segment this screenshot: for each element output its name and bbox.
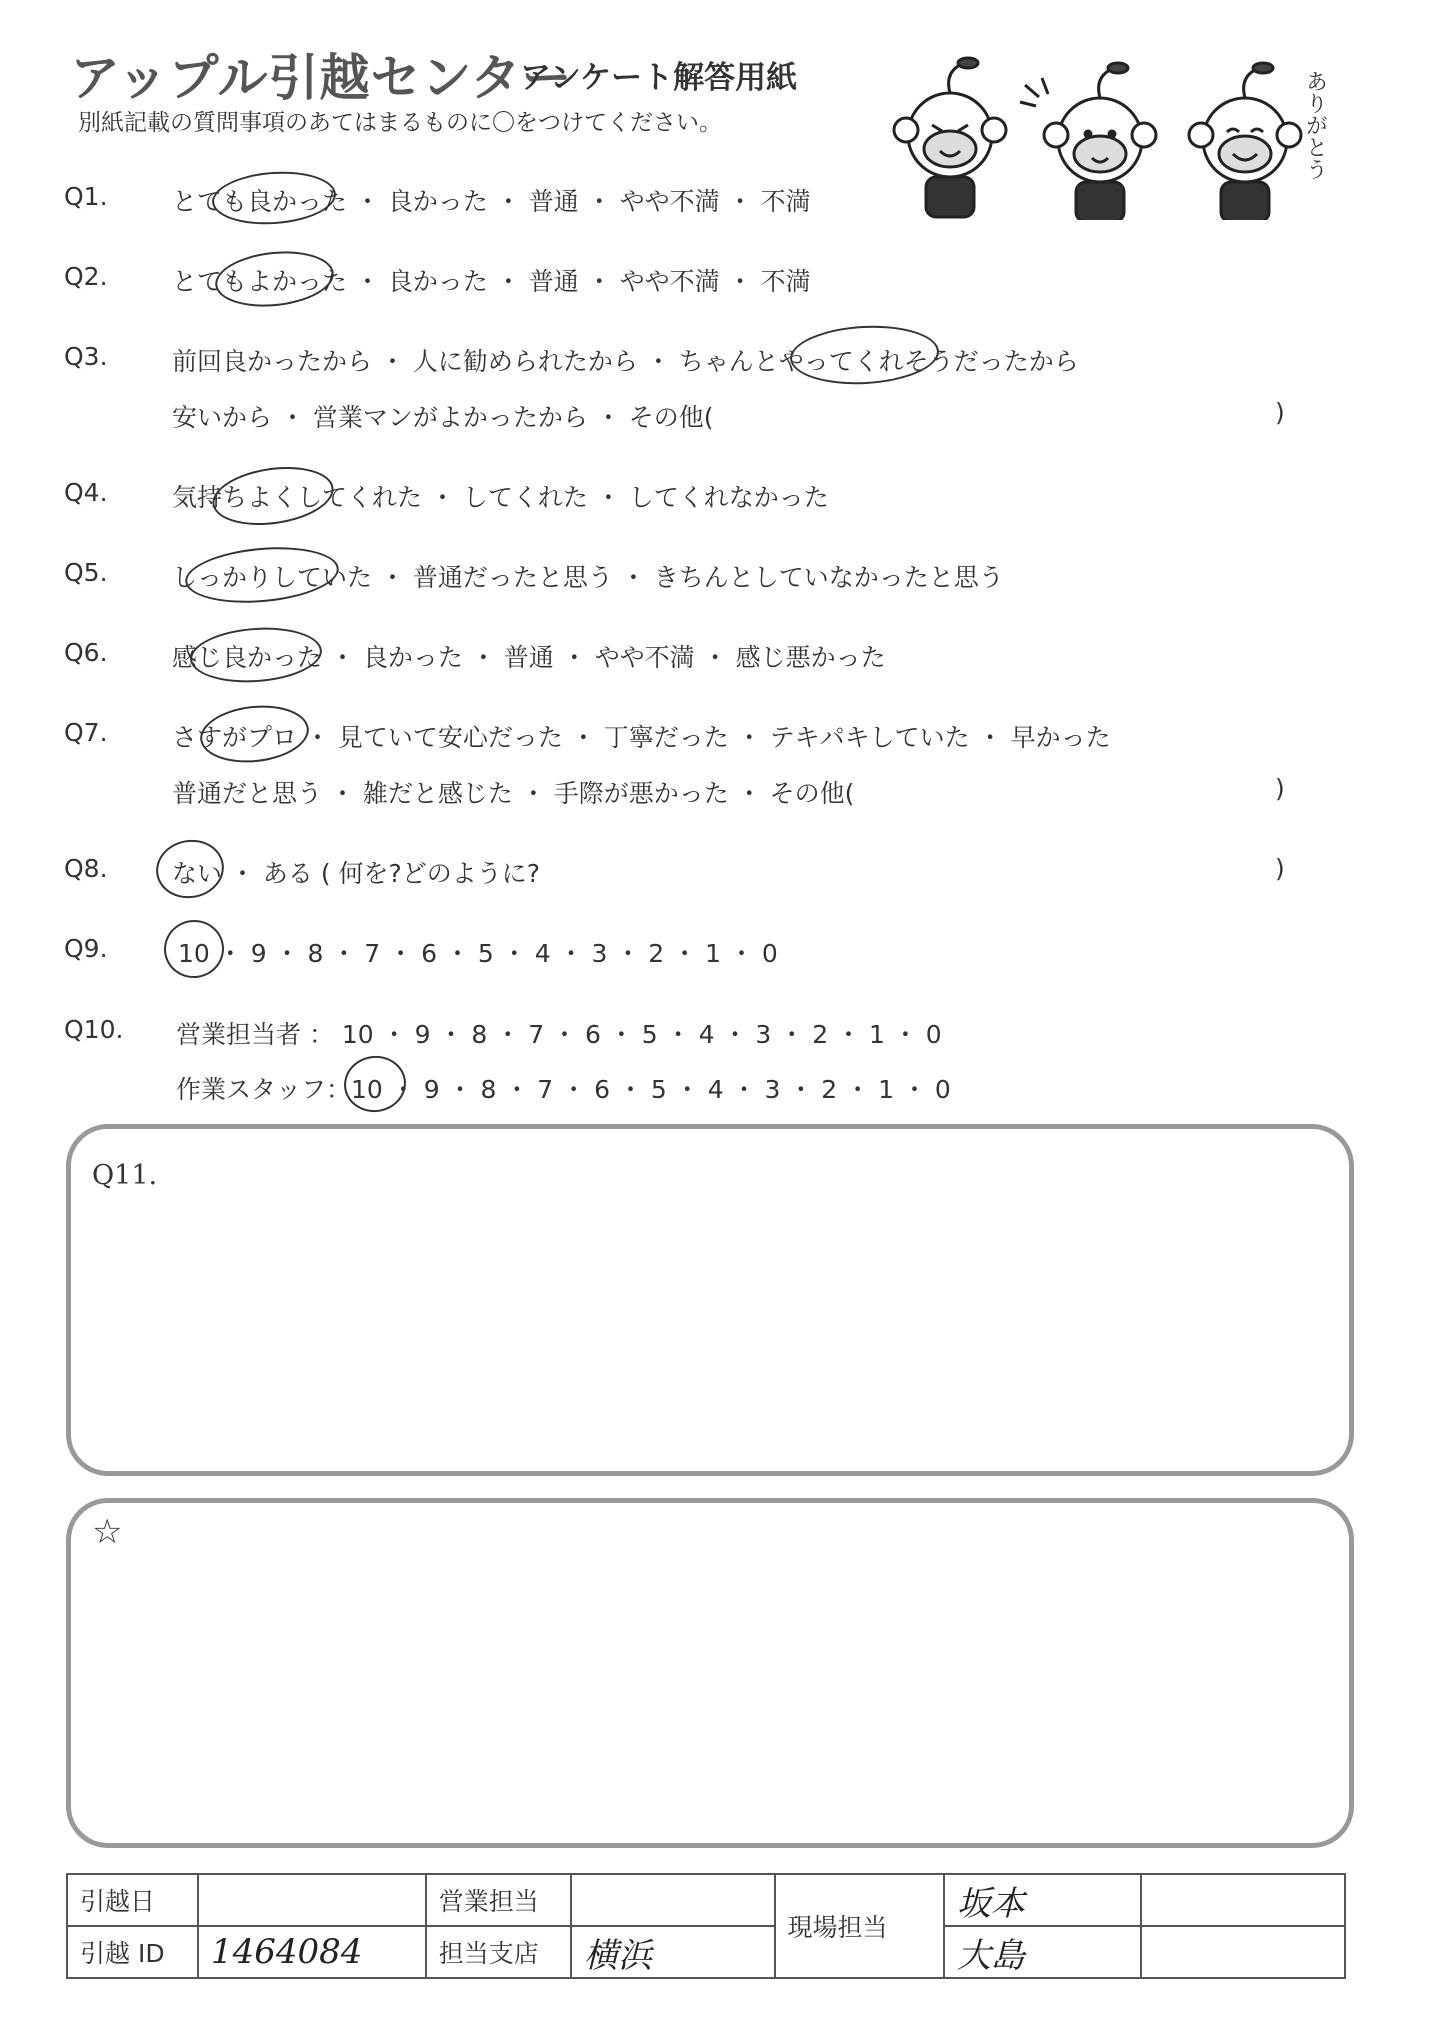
q11-comment-box[interactable] [66,1124,1354,1476]
q8-options: ない ・ ある ( 何を?どのように? [172,859,541,888]
sales-rep-value[interactable] [571,1874,775,1926]
company-name: アップル引越センター [70,49,573,107]
q4-options: 気持ちよくしてくれた ・ してくれた ・ してくれなかった [172,483,829,512]
monkey-mascots-illustration [890,40,1340,220]
q7-label: Q7. [64,718,108,747]
q7-options-line2: 普通だと思う ・ 雑だと感じた ・ 手際が悪かった ・ その他( [172,779,855,808]
form-title: アンケート解答用紙 [520,60,798,96]
q9-label: Q9. [64,934,108,963]
moving-id-value[interactable]: 1464084 [198,1926,426,1978]
q3-label: Q3. [64,342,108,371]
q2-label: Q2. [64,262,108,291]
q10-options-staff: 作業スタッフ：10 ・ 9 ・ 8 ・ 7 ・ 6 ・ 5 ・ 4 ・ 3 ・ 2 ・ 1 ・ 0 [176,1075,951,1104]
q7-paren-end: ) [1275,774,1285,803]
q8-paren-end: ) [1275,854,1285,883]
star-label: ☆ [92,1512,123,1552]
q8-label: Q8. [64,854,108,883]
instruction-text: 別紙記載の質問事項のあてはまるものに〇をつけてください。 [78,110,722,136]
q3-options-line2: 安いから ・ 営業マンがよかったから ・ その他( [172,403,714,432]
moving-date-value[interactable] [198,1874,426,1926]
q6-label: Q6. [64,638,108,667]
q10-label: Q10. [64,1015,124,1044]
q6-options: 感じ良かった ・ 良かった ・ 普通 ・ やや不満 ・ 感じ悪かった [172,643,886,672]
moving-id-label: 引越 ID [67,1926,198,1978]
q2-options: とてもよかった ・ 良かった ・ 普通 ・ やや不満 ・ 不満 [172,267,811,296]
sales-rep-label: 営業担当 [426,1874,571,1926]
q1-options: とても良かった ・ 良かった ・ 普通 ・ やや不満 ・ 不満 [172,187,811,216]
site-rep-label: 現場担当 [775,1874,944,1978]
q1-label: Q1. [64,182,108,211]
site-rep-value-1[interactable]: 坂本 [944,1874,1142,1926]
q3-options-line1: 前回良かったから ・ 人に勧められたから ・ ちゃんとやってくれそうだったから [172,347,1079,376]
site-rep-extra-1[interactable] [1141,1874,1345,1926]
moving-date-label: 引越日 [67,1874,198,1926]
q4-label: Q4. [64,478,108,507]
q9-options: 10 ・ 9 ・ 8 ・ 7 ・ 6 ・ 5 ・ 4 ・ 3 ・ 2 ・ 1 ・ 0 [178,939,778,968]
q7-options-line1: さすがプロ ・ 見ていて安心だった ・ 丁寧だった ・ テキパキしていた ・ 早かった [172,723,1111,752]
branch-value[interactable]: 横浜 [571,1926,775,1978]
branch-label: 担当支店 [426,1926,571,1978]
site-rep-extra-2[interactable] [1141,1926,1345,1978]
q5-label: Q5. [64,558,108,587]
footer-info-table [66,1873,1346,1979]
q10-options-sales: 営業担当者 ： 10 ・ 9 ・ 8 ・ 7 ・ 6 ・ 5 ・ 4 ・ 3 ・ 2 ・ 1 ・ 0 [176,1020,942,1049]
q3-paren-end: ) [1275,398,1285,427]
mascot-thanks-text: ありがとう [1302,70,1328,180]
q11-label: Q11. [92,1160,158,1191]
star-comment-box[interactable] [66,1498,1354,1848]
q5-options: しっかりしていた ・ 普通だったと思う ・ きちんとしていなかったと思う [172,563,1004,592]
site-rep-value-2[interactable]: 大島 [944,1926,1142,1978]
